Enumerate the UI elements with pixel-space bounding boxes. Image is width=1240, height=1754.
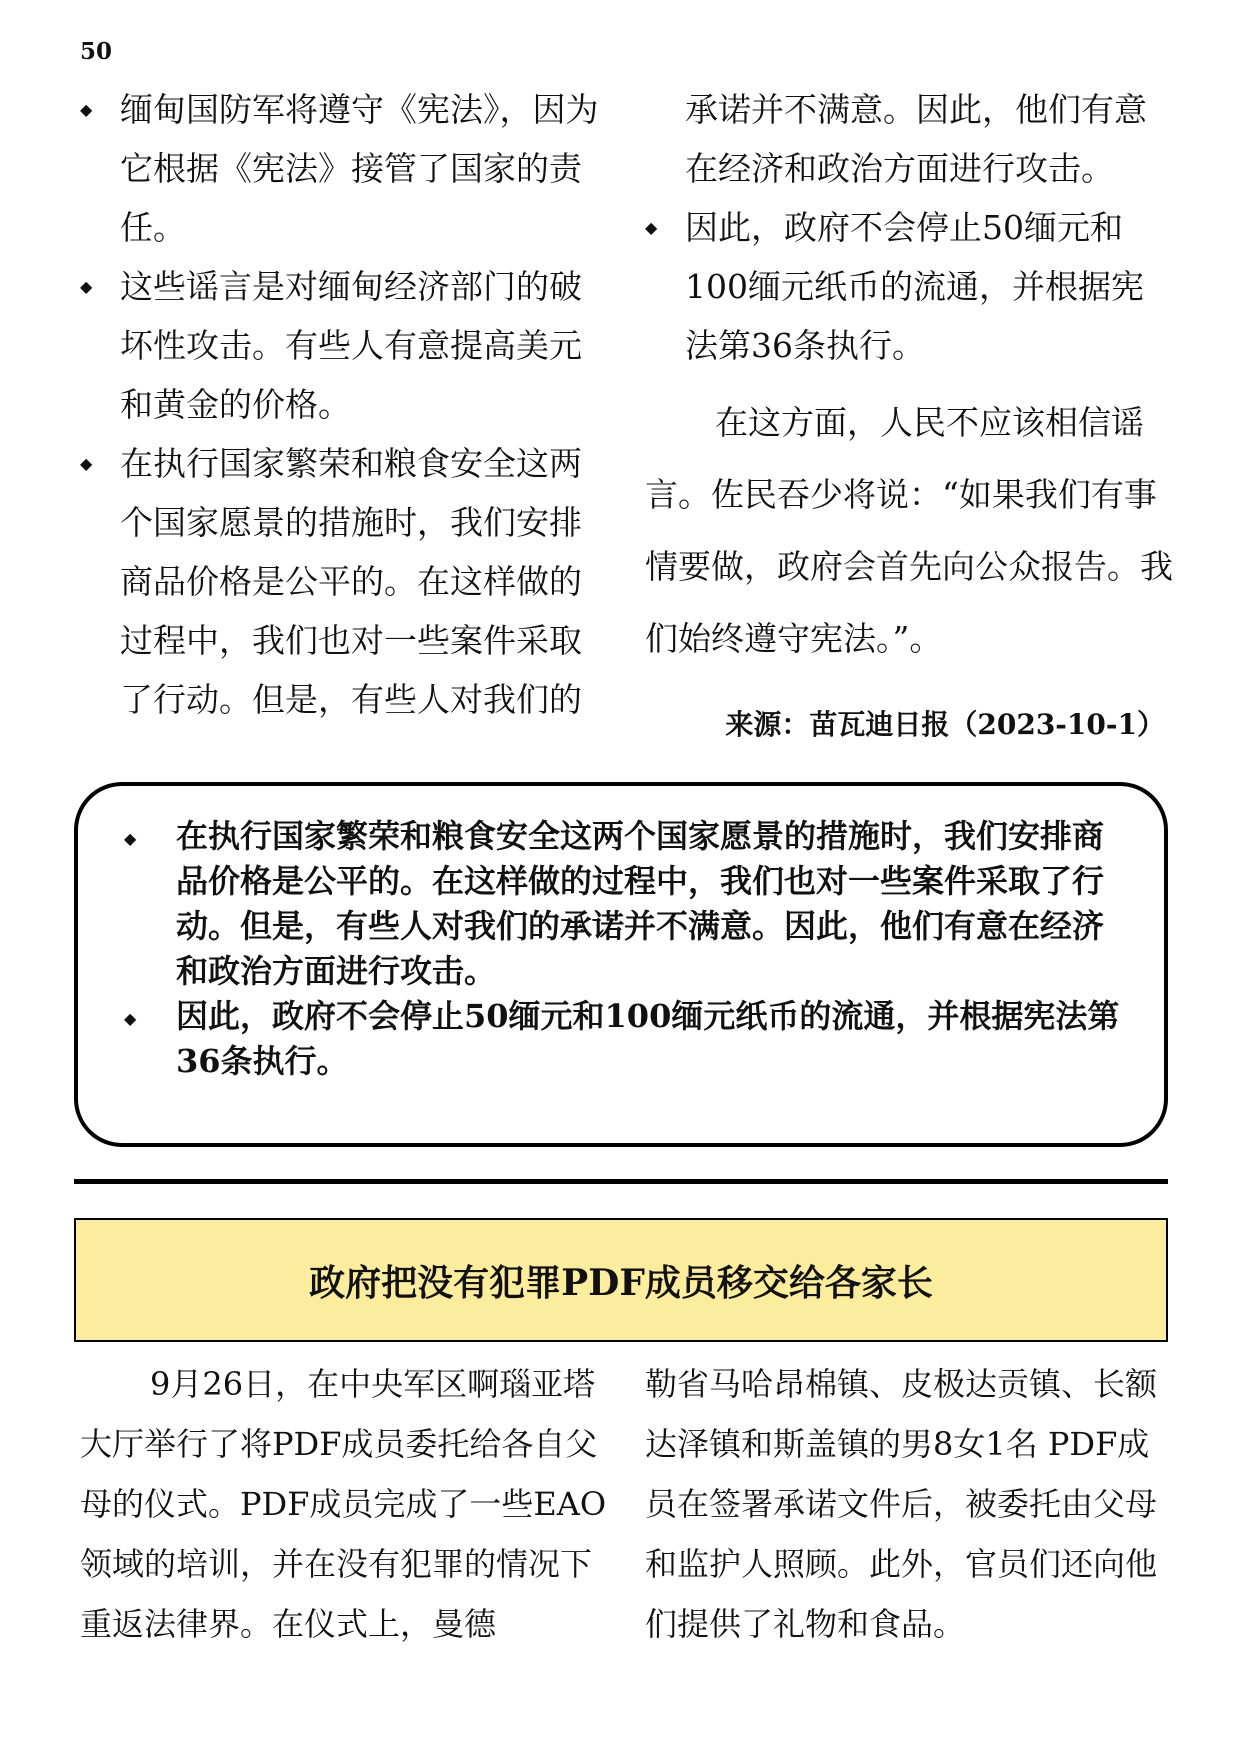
bullet-text: 在执行国家繁荣和粮食安全这两个国家愿景的措施时，我们安排商品价格是公平的。在这样做的过程中，我们也对一些案件采取了行动。但是，有些人对我们的: [120, 444, 582, 719]
bullet-continuation: 承诺并不满意。因此，他们有意在经济和政治方面进行攻击。: [685, 90, 1147, 188]
bullet-item: [80, 80, 610, 257]
section-divider: [74, 1179, 1168, 1184]
summary-bullet: [114, 814, 1128, 994]
bullet-item: [80, 434, 610, 729]
diamond-bullet-icon: ◆: [124, 1009, 137, 1028]
article-paragraph: 9月26日，在中央军区啊瑙亚塔大厅举行了将PDF成员委托给各自父母的仪式。PDF成员完成了一些EAO领域的培训，并在没有犯罪的情况下重返法律界。在仪式上，曼德: [80, 1365, 607, 1643]
summary-bullet: [114, 994, 1128, 1084]
bullet-item: [645, 198, 1175, 375]
left-column: [80, 80, 610, 729]
summary-bullet-text: 在执行国家繁荣和粮食安全这两个国家愿景的措施时，我们安排商品价格是公平的。在这样做的过程中，我们也对一些案件采取了行动。但是，有些人对我们的承诺并不满意。因此，他们有意在经济和政治方面进行攻击。: [176, 817, 1105, 990]
diamond-bullet-icon: ◆: [124, 829, 137, 848]
article-right-column: [645, 1354, 1175, 1654]
diamond-bullet-icon: ◆: [80, 277, 93, 296]
summary-box: [74, 782, 1168, 1147]
article-title: 政府把没有犯罪PDF成员移交给各家长: [309, 1261, 933, 1304]
bullet-text: 因此，政府不会停止50缅元和100缅元纸币的流通，并根据宪法第36条执行。: [685, 208, 1144, 365]
page-number: 50: [80, 38, 113, 65]
article-paragraph-continuation: 勒省马哈昂棉镇、皮极达贡镇、长额达泽镇和斯盖镇的男8女1名 PDF成员在签署承诺文件后，被委托由父母和监护人照顾。此外，官员们还向他们提供了礼物和食品。: [645, 1365, 1158, 1643]
bullet-text: 缅甸国防军将遵守《宪法》，因为它根据《宪法》接管了国家的责任。: [120, 90, 599, 247]
right-column: [645, 80, 1175, 754]
source-citation: 来源：苗瓦迪日报（2023-10-1）: [725, 708, 1165, 741]
diamond-bullet-icon: ◆: [645, 218, 658, 237]
summary-bullet-text: 因此，政府不会停止50缅元和100缅元纸币的流通，并根据宪法第36条执行。: [176, 997, 1120, 1080]
diamond-bullet-icon: ◆: [80, 454, 93, 473]
bullet-item: [80, 257, 610, 434]
diamond-bullet-icon: ◆: [80, 100, 93, 119]
body-paragraph: 在这方面，人民不应该相信谣言。佐民吞少将说：“如果我们有事情要做，政府会首先向公众报告。我们始终遵守宪法。”。: [645, 403, 1173, 658]
article-title-banner: [74, 1218, 1168, 1342]
article-left-column: [80, 1354, 610, 1654]
bullet-text: 这些谣言是对缅甸经济部门的破坏性攻击。有些人有意提高美元和黄金的价格。: [120, 267, 582, 424]
